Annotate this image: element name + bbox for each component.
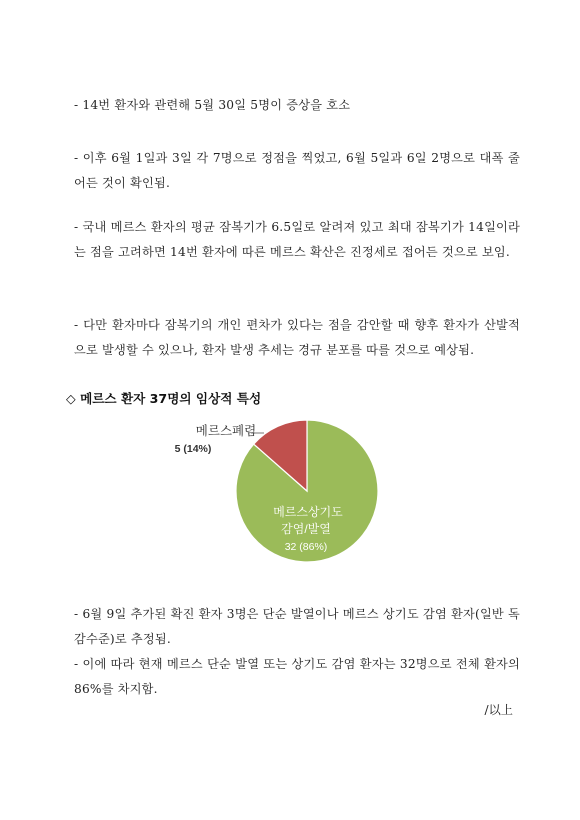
pie-chart	[160, 416, 420, 566]
pie-label-upper-respiratory-line1: 메르스상기도	[273, 505, 343, 519]
paragraph-symptom-onset: - 14번 환자와 관련해 5월 30일 5명이 증상을 호소	[74, 98, 351, 112]
pie-value-upper-respiratory: 32 (86%)	[284, 541, 328, 553]
paragraph-outlook: - 다만 환자마다 잠복기의 개인 편차가 있다는 점을 감안할 때 향후 환자가 산발적으로 발생할 수 있으나, 환자 발생 추세는 경규 분포를 따를 것으로 예상됨.	[74, 318, 520, 357]
paragraph-peak-decline: - 이후 6월 1일과 3일 각 7명으로 정점을 찍었고, 6월 5일과 6일 2명으로 대폭 줄어든 것이 확인됨.	[74, 151, 520, 190]
paragraph-share: - 이에 따라 현재 메르스 단순 발열 또는 상기도 감염 환자는 32명으로 전체 환자의 86%를 차지함.	[74, 657, 520, 696]
section-title: ◇ 메르스 환자 37명의 임상적 특성	[66, 391, 262, 406]
paragraph-incubation: - 국내 메르스 환자의 평균 잠복기가 6.5일로 알려져 있고 최대 잠복기가 14일이라는 점을 고려하면 14번 환자에 따른 메르스 확산은 진정세로 접어든 것으로 보임.	[74, 220, 520, 259]
pie-label-pneumonia: 메르스폐렴	[195, 424, 257, 438]
paragraph-new-cases: - 6월 9일 추가된 확진 환자 3명은 단순 발열이나 메르스 상기도 감염 환자(일반 독감수준)로 추정됨.	[74, 607, 520, 646]
pie-chart-svg	[160, 416, 420, 566]
pie-label-upper-respiratory-line2: 감염/발열	[281, 522, 331, 536]
pie-value-pneumonia: 5 (14%)	[174, 443, 212, 455]
closing-mark: /以上	[484, 703, 513, 717]
